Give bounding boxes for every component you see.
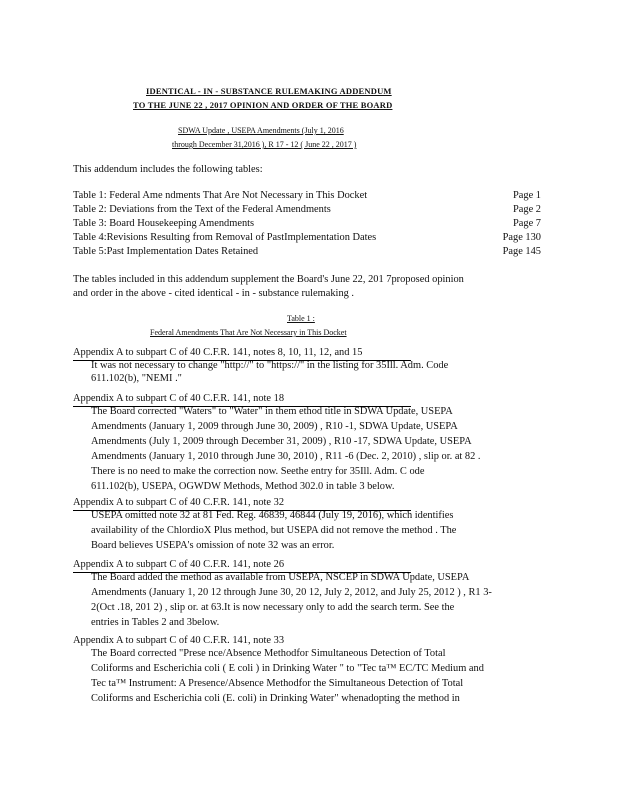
entry-heading: Appendix A to subpart C of 40 C.F.R. 141, note 33 xyxy=(73,635,285,646)
entry-heading: Appendix A to subpart C of 40 C.F.R. 141, note 18 xyxy=(73,393,285,404)
entry-line: Board believes USEPA's omission of note 32 was an error. xyxy=(91,540,335,551)
entry-line: 611.102(b), USEPA, OGWDW Methods, Method 302.0 in table 3 below. xyxy=(91,481,395,492)
addendum-title-line1: IDENTICAL - IN - SUBSTANCE RULEMAKING ADDENDUM xyxy=(146,86,392,96)
supplement-line: The tables included in this addendum supplement the Board's June 22, 201 7proposed opinion xyxy=(73,274,464,285)
toc-row xyxy=(73,204,541,218)
entry-line: Coliforms and Escherichia coli ( E coli ) in Drinking Water " to "Tec ta™ EC/TC Medium and xyxy=(91,663,484,674)
entry-line: Amendments (January 1, 2009 through June 30, 2009) , R10 -1, SDWA Update, USEPA xyxy=(91,421,458,432)
toc-page: Page 7 xyxy=(513,218,541,229)
entry-line: Amendments (January 1, 20 12 through June 30, 20 12, July 2, 2012, and July 25, 2012 ) , R1 3- xyxy=(91,587,492,598)
entry-heading: Appendix A to subpart C of 40 C.F.R. 141, note 32 xyxy=(73,497,285,508)
table-caption-title: Federal Amendments That Are Not Necessary in This Docket xyxy=(150,328,347,337)
entry-line: Amendments (January 1, 2010 through June 30, 2010) , R11 -6 (Dec. 2, 2010) , slip or. at 82 . xyxy=(91,451,481,462)
toc-title: Table 2: Deviations from the Text of the Federal Amendments xyxy=(73,204,331,215)
entry-line: The Board added the method as available from USEPA, NSCEP in SDWA Update, USEPA xyxy=(91,572,470,583)
supplement-line: and order in the above - cited identical - in - substance rulemaking . xyxy=(73,288,355,299)
entry-line: The Board corrected "Prese nce/Absence Methodfor Simultaneous Detection of Total xyxy=(91,648,446,659)
entry-line: 2(Oct .18, 201 2) , slip or. at 63.It is now necessary only to add the search term. See the xyxy=(91,602,455,613)
entry-line: There is no need to make the correction now. Seethe entry for 35Ill. Adm. C ode xyxy=(91,466,425,477)
table-caption-number: Table 1 : xyxy=(287,314,315,323)
toc-page: Page 130 xyxy=(502,232,541,243)
addendum-title-line2: TO THE JUNE 22 , 2017 OPINION AND ORDER OF THE BOARD xyxy=(133,100,393,110)
toc-title: Table 4:Revisions Resulting from Removal of PastImplementation Dates xyxy=(73,232,377,243)
entry-line: 611.102(b), "NEMI ." xyxy=(91,373,182,384)
entry-line: availability of the ChlordioX Plus method, but USEPA did not remove the method . The xyxy=(91,525,457,536)
entry-line: Amendments (July 1, 2009 through December 31, 2009) , R10 -17, SDWA Update, USEPA xyxy=(91,436,472,447)
toc-title: Table 3: Board Housekeeping Amendments xyxy=(73,218,255,229)
entry-line: USEPA omitted note 32 at 81 Fed. Reg. 46839, 46844 (July 19, 2016), which identifies xyxy=(91,510,454,521)
entry-heading: Appendix A to subpart C of 40 C.F.R. 141, note 26 xyxy=(73,559,285,570)
entry-line: Tec ta™ Instrument: A Presence/Absence Methodfor the Simultaneous Detection of Total xyxy=(91,678,464,689)
intro-text: This addendum includes the following tables: xyxy=(73,164,263,175)
docket-subtitle-line1: SDWA Update , USEPA Amendments (July 1, 2016 xyxy=(178,126,344,135)
toc-page: Page 2 xyxy=(513,204,541,215)
entry-line: entries in Tables 2 and 3below. xyxy=(91,617,220,628)
docket-subtitle-line2: through December 31,2016 ), R 17 - 12 ( June 22 , 2017 ) xyxy=(172,140,357,149)
toc-page: Page 145 xyxy=(502,246,541,257)
entry-line: The Board corrected "Waters" to "Water" in them ethod title in SDWA Update, USEPA xyxy=(91,406,453,417)
toc-row xyxy=(73,190,541,204)
toc-page: Page 1 xyxy=(513,190,541,201)
toc-title: Table 1: Federal Ame ndments That Are Not Necessary in This Docket xyxy=(73,190,368,201)
entry-line: Coliforms and Escherichia coli (E. coli) in Drinking Water" whenadopting the method in xyxy=(91,693,460,704)
toc-row xyxy=(73,218,541,232)
toc-title: Table 5:Past Implementation Dates Retained xyxy=(73,246,259,257)
entry-line: It was not necessary to change "http://" to "https://" in the listing for 35Ill. Adm. Code xyxy=(91,360,449,371)
entry-heading: Appendix A to subpart C of 40 C.F.R. 141, notes 8, 10, 11, 12, and 15 xyxy=(73,347,363,358)
toc-row xyxy=(73,246,541,260)
toc-row xyxy=(73,232,541,246)
